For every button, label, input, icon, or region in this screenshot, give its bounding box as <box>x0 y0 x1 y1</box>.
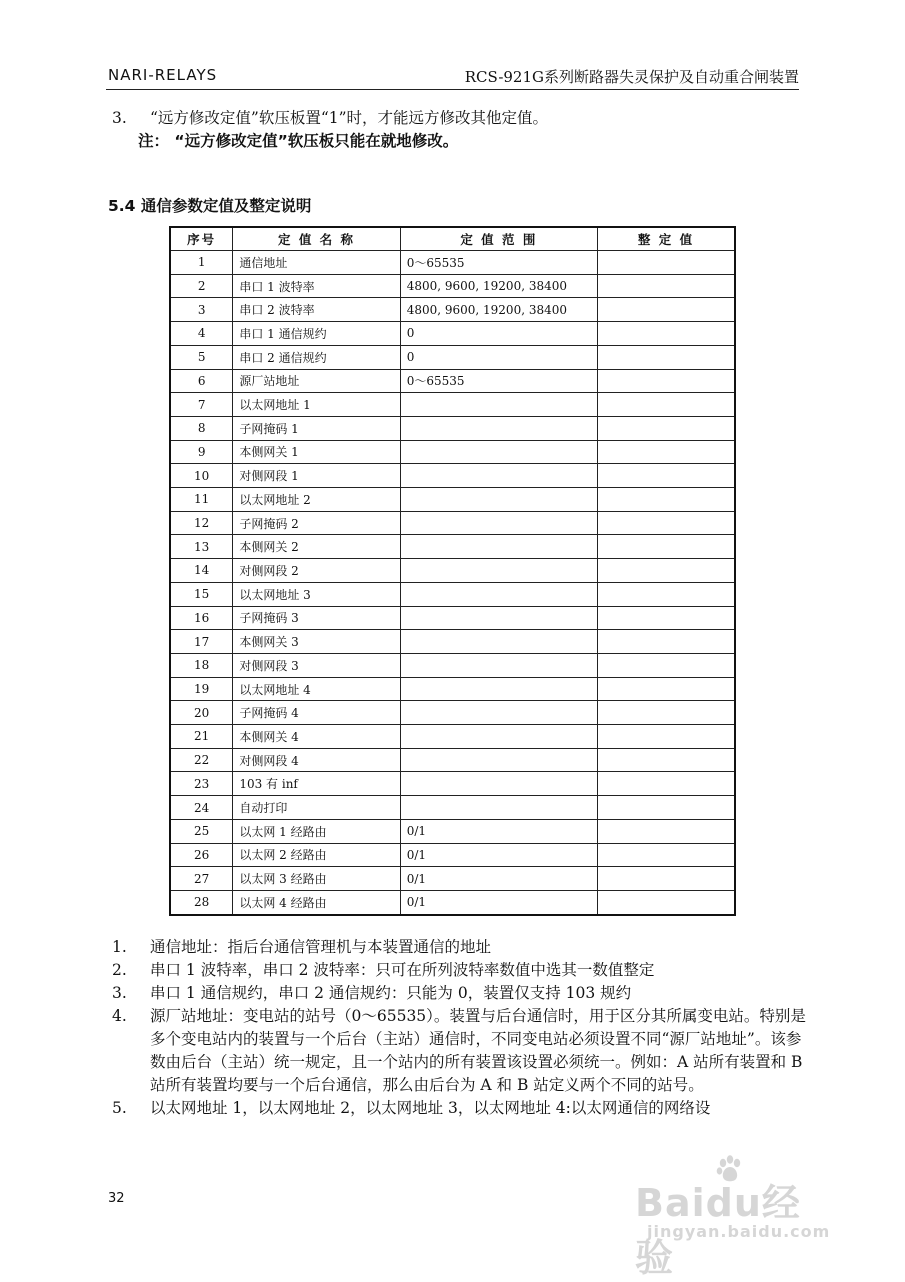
header-document-title: RCS-921G系列断路器失灵保护及自动重合闸装置 <box>464 68 799 86</box>
note-text: 串口 1 通信规约，串口 2 通信规约：只能为 0，装置仅支持 103 规约 <box>150 984 632 1002</box>
cell-name: 串口 1 通信规约 <box>233 322 400 346</box>
intro-item-3-text: “远方修改定值”软压板置“1”时，才能远方修改其他定值。 <box>150 109 549 127</box>
cell-setting <box>598 251 736 275</box>
list-item <box>112 959 812 982</box>
cell-name: 串口 2 通信规约 <box>233 345 400 369</box>
cell-range <box>400 559 597 583</box>
cell-setting <box>598 464 736 488</box>
table-row <box>170 298 735 322</box>
cell-name: 对侧网段 1 <box>233 464 400 488</box>
intro-note: 注： “远方修改定值”软压板只能在就地修改。 <box>138 132 459 150</box>
cell-setting <box>598 843 736 867</box>
cell-index: 2 <box>170 274 233 298</box>
cell-name: 以太网 2 经路由 <box>233 843 400 867</box>
cell-name: 103 有 inf <box>233 772 400 796</box>
cell-range: 0/1 <box>400 843 597 867</box>
table-row <box>170 677 735 701</box>
cell-setting <box>598 559 736 583</box>
cell-range: 0～65535 <box>400 251 597 275</box>
cell-setting <box>598 322 736 346</box>
cell-index: 27 <box>170 867 233 891</box>
table-row <box>170 251 735 275</box>
table-row <box>170 559 735 583</box>
table-row <box>170 867 735 891</box>
watermark-brand: Baidu经验 <box>635 1181 801 1280</box>
cell-setting <box>598 725 736 749</box>
note-number: 3. <box>112 984 127 1002</box>
watermark <box>635 1152 835 1280</box>
table-row <box>170 511 735 535</box>
cell-range: 0/1 <box>400 890 597 915</box>
table-row <box>170 890 735 915</box>
cell-range <box>400 748 597 772</box>
cell-range <box>400 393 597 417</box>
cell-setting <box>598 535 736 559</box>
cell-range <box>400 464 597 488</box>
cell-index: 28 <box>170 890 233 915</box>
table-row <box>170 701 735 725</box>
cell-name: 对侧网段 3 <box>233 653 400 677</box>
cell-index: 9 <box>170 440 233 464</box>
table-row <box>170 440 735 464</box>
cell-name: 以太网 4 经路由 <box>233 890 400 915</box>
cell-index: 1 <box>170 251 233 275</box>
cell-range <box>400 796 597 820</box>
table-row <box>170 748 735 772</box>
cell-range: 4800, 9600, 19200, 38400 <box>400 274 597 298</box>
table-row <box>170 393 735 417</box>
note-text: 串口 1 波特率，串口 2 波特率：只可在所列波特率数值中选其一数值整定 <box>150 961 655 979</box>
cell-index: 16 <box>170 606 233 630</box>
cell-name: 以太网 3 经路由 <box>233 867 400 891</box>
list-item <box>112 982 812 1005</box>
col-header-index: 序号 <box>170 227 233 251</box>
cell-setting <box>598 393 736 417</box>
cell-index: 23 <box>170 772 233 796</box>
cell-index: 10 <box>170 464 233 488</box>
cell-index: 21 <box>170 725 233 749</box>
cell-range <box>400 582 597 606</box>
cell-range: 4800, 9600, 19200, 38400 <box>400 298 597 322</box>
table-header-row <box>170 227 735 251</box>
cell-index: 11 <box>170 488 233 512</box>
cell-name: 串口 1 波特率 <box>233 274 400 298</box>
cell-name: 以太网地址 1 <box>233 393 400 417</box>
table-row <box>170 725 735 749</box>
note-number: 1. <box>112 938 127 956</box>
cell-setting <box>598 369 736 393</box>
cell-range <box>400 440 597 464</box>
header-brand: NARI-RELAYS <box>108 66 218 84</box>
list-item <box>112 936 812 959</box>
cell-index: 22 <box>170 748 233 772</box>
watermark-site: jingyan.baidu.com <box>647 1222 831 1241</box>
cell-setting <box>598 274 736 298</box>
cell-range: 0/1 <box>400 819 597 843</box>
col-header-range: 定 值 范 围 <box>400 227 597 251</box>
cell-range <box>400 677 597 701</box>
cell-name: 对侧网段 4 <box>233 748 400 772</box>
cell-name: 子网掩码 4 <box>233 701 400 725</box>
page-number: 32 <box>108 1191 125 1206</box>
cell-name: 本侧网关 4 <box>233 725 400 749</box>
cell-index: 14 <box>170 559 233 583</box>
cell-setting <box>598 345 736 369</box>
cell-setting <box>598 819 736 843</box>
cell-setting <box>598 582 736 606</box>
cell-name: 以太网地址 3 <box>233 582 400 606</box>
cell-name: 本侧网关 3 <box>233 630 400 654</box>
list-item <box>112 1097 812 1120</box>
cell-name: 自动打印 <box>233 796 400 820</box>
cell-setting <box>598 440 736 464</box>
cell-name: 对侧网段 2 <box>233 559 400 583</box>
cell-setting <box>598 488 736 512</box>
cell-range <box>400 653 597 677</box>
table-row <box>170 535 735 559</box>
table-row <box>170 796 735 820</box>
intro-item-3-number: 3. <box>112 109 127 127</box>
table-row <box>170 488 735 512</box>
table-row <box>170 843 735 867</box>
cell-range <box>400 725 597 749</box>
table-row <box>170 630 735 654</box>
cell-name: 子网掩码 1 <box>233 416 400 440</box>
cell-index: 8 <box>170 416 233 440</box>
cell-index: 4 <box>170 322 233 346</box>
table-body <box>170 251 735 916</box>
table-row <box>170 464 735 488</box>
cell-setting <box>598 630 736 654</box>
cell-range <box>400 535 597 559</box>
cell-range <box>400 606 597 630</box>
cell-range: 0～65535 <box>400 369 597 393</box>
note-number: 4. <box>112 1007 127 1025</box>
cell-range: 0 <box>400 345 597 369</box>
intro-item-3 <box>112 107 548 130</box>
table-row <box>170 274 735 298</box>
col-header-name: 定 值 名 称 <box>233 227 400 251</box>
cell-index: 13 <box>170 535 233 559</box>
cell-range: 0/1 <box>400 867 597 891</box>
notes-list <box>112 936 812 1120</box>
cell-setting <box>598 298 736 322</box>
col-header-setting: 整 定 值 <box>598 227 736 251</box>
cell-index: 18 <box>170 653 233 677</box>
cell-index: 6 <box>170 369 233 393</box>
cell-setting <box>598 416 736 440</box>
header-divider <box>106 89 799 90</box>
cell-name: 本侧网关 2 <box>233 535 400 559</box>
cell-setting <box>598 701 736 725</box>
note-text: 源厂站地址：变电站的站号（0～65535）。装置与后台通信时，用于区分其所属变电站。特别是多个变电站内的装置与一个后台（主站）通信时，不同变电站必须设置不同“源厂站地址”。该参数由后台（主站）统一规定，且一个站内的所有装置该设置必须统一。例如：A 站所有装置和 B 站所有装置均要与一个后台通信，那么由后台为 A 和 B 站定义两个不同的站号。 <box>150 1007 806 1094</box>
cell-range <box>400 701 597 725</box>
cell-index: 15 <box>170 582 233 606</box>
table-row <box>170 819 735 843</box>
section-title: 5.4 通信参数定值及整定说明 <box>108 197 312 215</box>
cell-index: 25 <box>170 819 233 843</box>
table-row <box>170 582 735 606</box>
cell-setting <box>598 890 736 915</box>
cell-setting <box>598 511 736 535</box>
cell-name: 串口 2 波特率 <box>233 298 400 322</box>
cell-setting <box>598 748 736 772</box>
table-row <box>170 653 735 677</box>
cell-name: 以太网地址 2 <box>233 488 400 512</box>
cell-index: 7 <box>170 393 233 417</box>
cell-setting <box>598 867 736 891</box>
cell-setting <box>598 653 736 677</box>
table-row <box>170 772 735 796</box>
cell-range <box>400 772 597 796</box>
table-row <box>170 345 735 369</box>
note-text: 通信地址：指后台通信管理机与本装置通信的地址 <box>150 938 492 956</box>
cell-index: 20 <box>170 701 233 725</box>
cell-setting <box>598 796 736 820</box>
table-row <box>170 606 735 630</box>
cell-index: 3 <box>170 298 233 322</box>
cell-index: 12 <box>170 511 233 535</box>
cell-name: 通信地址 <box>233 251 400 275</box>
cell-setting <box>598 677 736 701</box>
cell-name: 以太网 1 经路由 <box>233 819 400 843</box>
cell-setting <box>598 606 736 630</box>
cell-name: 以太网地址 4 <box>233 677 400 701</box>
note-number: 5. <box>112 1099 127 1117</box>
note-number: 2. <box>112 961 127 979</box>
note-text: 以太网地址 1，以太网地址 2，以太网地址 3，以太网地址 4:以太网通信的网络设 <box>150 1099 711 1117</box>
cell-range <box>400 416 597 440</box>
cell-name: 子网掩码 3 <box>233 606 400 630</box>
table-row <box>170 369 735 393</box>
cell-range: 0 <box>400 322 597 346</box>
cell-name: 子网掩码 2 <box>233 511 400 535</box>
cell-index: 24 <box>170 796 233 820</box>
cell-range <box>400 630 597 654</box>
cell-range <box>400 488 597 512</box>
params-table <box>169 226 736 916</box>
cell-setting <box>598 772 736 796</box>
cell-index: 17 <box>170 630 233 654</box>
cell-index: 26 <box>170 843 233 867</box>
cell-index: 5 <box>170 345 233 369</box>
list-item <box>112 1005 812 1097</box>
cell-name: 本侧网关 1 <box>233 440 400 464</box>
table-row <box>170 416 735 440</box>
cell-name: 源厂站地址 <box>233 369 400 393</box>
cell-index: 19 <box>170 677 233 701</box>
table-row <box>170 322 735 346</box>
cell-range <box>400 511 597 535</box>
